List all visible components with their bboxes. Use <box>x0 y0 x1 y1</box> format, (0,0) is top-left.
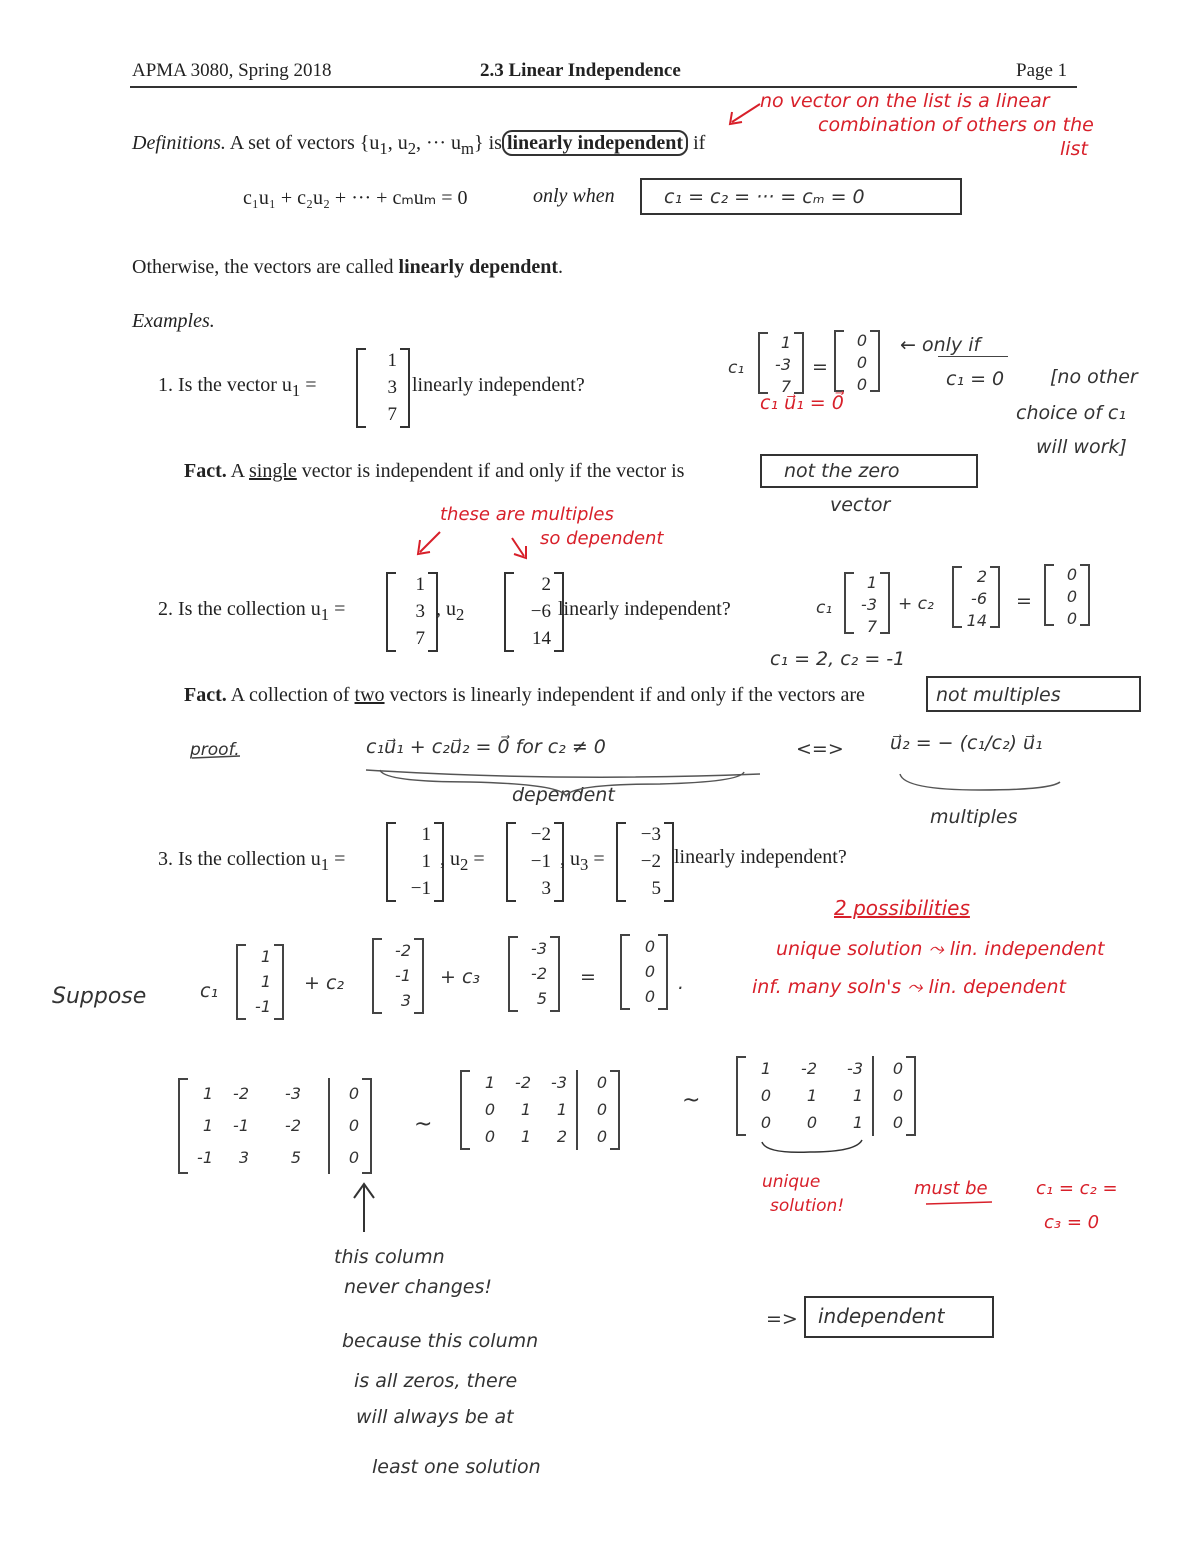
unique-note-2: solution! <box>770 1196 845 1216</box>
example3-mid2-text: , u <box>440 848 460 870</box>
cell: -3 <box>775 355 791 374</box>
cell: 0 <box>760 1085 771 1105</box>
cell: 1 <box>520 1099 531 1119</box>
proof-under-left: dependent <box>512 784 615 806</box>
fact1-answer-1: not the zero <box>784 460 900 482</box>
example2-note-2: so dependent <box>540 528 664 549</box>
fact2-text-a: A collection of <box>230 684 350 706</box>
example2-prefix: 2. Is the collection u <box>158 598 321 620</box>
example1-prefix: 1. Is the vector u <box>158 374 292 396</box>
because-line-4: least one solution <box>372 1456 541 1478</box>
cell: 0 <box>892 1085 903 1105</box>
because-line-1: because this column <box>342 1330 539 1352</box>
proof-lhs: c₁u⃗₁ + c₂u⃗₂ = 0⃗ for c₂ ≠ 0 <box>366 736 606 758</box>
cell: 3 <box>238 1148 249 1167</box>
definition-sep2: , ··· u <box>416 132 462 154</box>
cell: 2 <box>541 574 551 596</box>
cell: 14 <box>966 611 987 630</box>
term-linearly-dependent: linearly dependent <box>398 256 558 278</box>
cell: -3 <box>531 938 547 958</box>
cell: 2 <box>556 1126 567 1146</box>
unique-note-1: unique <box>762 1172 821 1192</box>
header-title: 2.3 Linear Independence <box>480 60 681 81</box>
row-equivalence-1: ~ <box>414 1112 433 1137</box>
example2-note-1: these are multiples <box>440 504 614 525</box>
fact2-text-b: vectors is linearly independent if and only if the vectors are <box>389 684 865 706</box>
cell: −3 <box>640 824 661 846</box>
definition-text-b: } is <box>473 132 502 154</box>
definition-equation: c₁u₁ + c₂u₂ + ··· + cₘuₘ = 0 <box>243 187 468 209</box>
cell: 0 <box>596 1073 607 1093</box>
row-equivalence-2: ~ <box>682 1088 701 1113</box>
possibility-1: unique solution ⤳ lin. independent <box>776 938 1105 960</box>
cell: 1 <box>556 1099 567 1119</box>
cell: 0 <box>596 1126 607 1146</box>
cell: 1 <box>415 574 425 596</box>
header-page: Page 1 <box>1016 60 1068 81</box>
examples-heading: Examples. <box>132 310 215 332</box>
fact1-text-a: A <box>230 460 245 482</box>
cell: 1 <box>852 1112 863 1132</box>
must-be-cond-1: c₁ = c₂ = <box>1036 1178 1118 1199</box>
cell: 1 <box>852 1085 863 1105</box>
cell: 0 <box>644 961 655 981</box>
example3-prefix: 3. Is the collection u <box>158 848 321 870</box>
possibilities-title: 2 possibilities <box>834 896 970 920</box>
cell: −2 <box>530 824 551 846</box>
example2-work-eq: = <box>1016 590 1032 612</box>
cell: -2 <box>233 1084 249 1103</box>
cell: 0 <box>892 1059 903 1079</box>
cell: 0 <box>760 1112 771 1132</box>
fact2-two: two <box>354 684 385 706</box>
cell: 1 <box>760 1059 771 1079</box>
example3-sub2: 2 <box>460 855 469 874</box>
cell: 7 <box>415 627 425 649</box>
cell: 0 <box>484 1099 495 1119</box>
example1-bracket-note-3: will work] <box>1036 436 1127 458</box>
otherwise-text: Otherwise, the vectors are called <box>132 256 394 278</box>
definition-text-a: A set of vectors {u <box>229 132 380 154</box>
cell: 2 <box>976 567 987 586</box>
fact1-text-b: vector is independent if and only if the vector is <box>301 460 685 482</box>
cell: 0 <box>1066 587 1077 606</box>
only-when-label: only when <box>533 185 615 207</box>
cell: −6 <box>530 600 551 622</box>
definition-sep1: , u <box>387 132 408 154</box>
example3-eq3: = <box>593 848 605 870</box>
example1-bracket-note-2: choice of c₁ <box>1016 402 1126 424</box>
cell: 1 <box>421 850 431 872</box>
cell: 0 <box>348 1148 359 1167</box>
cell: 7 <box>780 377 791 396</box>
eq-plus3: + c₃ <box>440 966 481 988</box>
cell: -3 <box>861 595 877 614</box>
proof-under-right: multiples <box>930 806 1018 828</box>
example2-sub2: 2 <box>456 605 465 624</box>
example3-sub1: 1 <box>320 855 330 874</box>
example3-eq: = <box>334 848 346 870</box>
definition-note-line3: list <box>1060 138 1088 160</box>
definition-note-line2: combination of others on the <box>818 114 1094 136</box>
cell: 5 <box>290 1148 301 1167</box>
cell: 0 <box>348 1116 359 1135</box>
cell: 1 <box>260 971 271 991</box>
cell: 0 <box>806 1112 817 1132</box>
sub-1: 1 <box>379 139 388 158</box>
cell: 3 <box>415 600 425 622</box>
fact2-answer: not multiples <box>936 684 1061 706</box>
eq-equals: = <box>580 966 596 988</box>
cell: −1 <box>410 877 431 899</box>
cell: -3 <box>847 1059 863 1079</box>
cell: 1 <box>421 824 431 846</box>
cell: 0 <box>856 375 867 394</box>
sub-2: 2 <box>407 139 417 158</box>
example2-suffix: linearly independent? <box>558 598 731 620</box>
cell: -3 <box>551 1073 567 1093</box>
cell: 0 <box>856 331 867 350</box>
example2-sub1: 1 <box>320 605 330 624</box>
cell: 0 <box>644 936 655 956</box>
example1-eq: = <box>305 374 317 396</box>
example1-suffix: linearly independent? <box>412 374 585 396</box>
example3-mid3-text: , u <box>560 848 580 870</box>
cell: 1 <box>866 573 877 592</box>
suppose-label: Suppose <box>52 984 147 1009</box>
cell: 1 <box>780 333 791 352</box>
example3-sub3: 3 <box>580 855 589 874</box>
cell: 0 <box>484 1126 495 1146</box>
cell: -6 <box>971 589 987 608</box>
column-note-1: this column <box>334 1246 445 1268</box>
cell: 5 <box>536 989 547 1009</box>
conclusion: independent <box>818 1304 945 1328</box>
example1-work-c: c₁ <box>728 358 745 378</box>
cell: -2 <box>801 1059 817 1079</box>
cell: 1 <box>202 1116 213 1135</box>
proof-label: proof. <box>190 740 240 760</box>
boxed-answer: c₁ = c₂ = ··· = cₘ = 0 <box>664 186 865 208</box>
eq-plus2: + c₂ <box>304 972 345 994</box>
example1-sub: 1 <box>291 381 301 400</box>
must-be-label: must be <box>914 1178 988 1199</box>
proof-iff: <=> <box>796 738 844 760</box>
cell: -2 <box>531 963 547 983</box>
implies-arrow: => <box>766 1308 798 1330</box>
example2-work-c1: c₁ <box>816 598 833 618</box>
example1-only-if-cond: c₁ = 0 <box>946 368 1005 390</box>
cell: 3 <box>387 376 397 398</box>
cell: 1 <box>202 1084 213 1103</box>
sub-m: m <box>461 139 474 158</box>
fact1-lead: Fact. <box>184 460 227 482</box>
cell: 0 <box>596 1099 607 1119</box>
fact2-lead: Fact. <box>184 684 227 706</box>
example3-suffix: linearly independent? <box>674 846 847 868</box>
cell: -1 <box>197 1148 213 1167</box>
example1-work-line2: c₁ u⃗₁ = 0⃗ <box>760 392 844 414</box>
example1-only-if: ← only if <box>900 334 981 356</box>
example1-work-eq: = <box>812 356 828 378</box>
otherwise-end: . <box>558 256 563 278</box>
cell: 1 <box>260 946 271 966</box>
cell: -1 <box>255 997 271 1017</box>
cell: 0 <box>1066 565 1077 584</box>
cell: 3 <box>541 877 551 899</box>
cell: −1 <box>530 850 551 872</box>
example2-eq: = <box>334 598 346 620</box>
eq-c1: c₁ <box>200 980 219 1002</box>
example1-bracket-note-1: [no other <box>1050 366 1138 388</box>
definition-lead: Definitions. <box>132 132 226 154</box>
example2-mid-text: , u <box>436 598 456 620</box>
cell: 1 <box>387 350 397 372</box>
cell: 0 <box>1066 609 1077 628</box>
header-course: APMA 3080, Spring 2018 <box>132 60 332 81</box>
cell: -3 <box>285 1084 301 1103</box>
cell: 7 <box>387 403 397 425</box>
cell: 0 <box>856 353 867 372</box>
cell: 3 <box>400 991 411 1011</box>
cell: 1 <box>806 1085 817 1105</box>
must-be-cond-2: c₃ = 0 <box>1044 1212 1100 1233</box>
cell: 0 <box>892 1112 903 1132</box>
cell: 14 <box>532 627 551 649</box>
cell: 0 <box>348 1084 359 1103</box>
cell: -2 <box>395 940 411 960</box>
cell: -1 <box>233 1116 249 1135</box>
definition-note-line1: no vector on the list is a linear <box>760 90 1050 112</box>
term-linearly-independent: linearly independent <box>502 130 688 156</box>
fact1-answer-2: vector <box>830 494 891 516</box>
proof-rhs: u⃗₂ = − (c₁/c₂) u⃗₁ <box>890 732 1043 754</box>
possibility-2: inf. many soln's ⤳ lin. dependent <box>752 976 1066 998</box>
cell: -2 <box>515 1073 531 1093</box>
definition-text-c: if <box>693 132 706 154</box>
eq-period: . <box>678 972 685 994</box>
cell: 7 <box>866 617 877 636</box>
cell: 0 <box>644 987 655 1007</box>
cell: -1 <box>395 965 411 985</box>
column-note-2: never changes! <box>344 1276 492 1298</box>
example3-eq2: = <box>473 848 485 870</box>
cell: 1 <box>520 1126 531 1146</box>
fact1-single: single <box>249 460 297 482</box>
example2-solution: c₁ = 2, c₂ = -1 <box>770 648 906 670</box>
cell: -2 <box>285 1116 301 1135</box>
example2-work-plus: + c₂ <box>898 594 934 614</box>
cell: 1 <box>484 1073 495 1093</box>
because-line-3: will always be at <box>356 1406 514 1428</box>
because-line-2: is all zeros, there <box>354 1370 518 1392</box>
cell: 5 <box>651 877 661 899</box>
cell: −2 <box>640 850 661 872</box>
